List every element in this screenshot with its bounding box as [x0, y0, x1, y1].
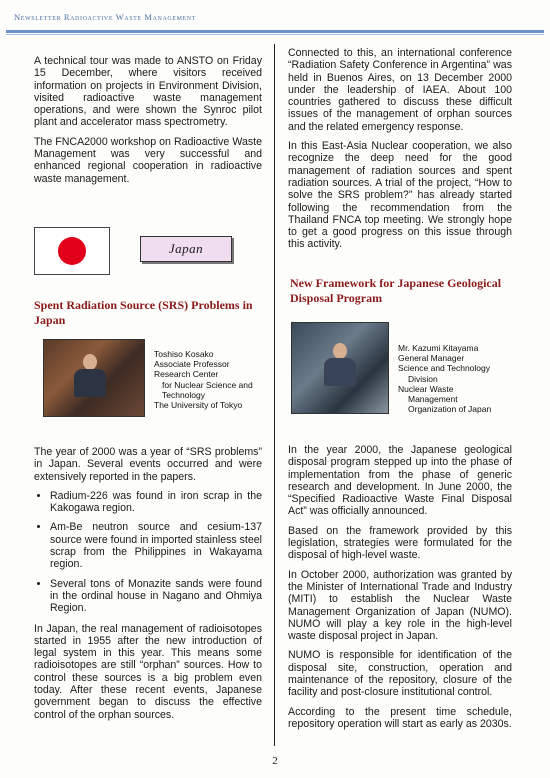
body-paragraph: Connected to this, an international conference “Radiation Safety Conference in Argentina” was held in Buenos Aires, on 13 December 2000 under the leadership of IAEA. About 100 countries gathered to discuss these difficult issues of the management of orphan sources and the related emergency response. — [288, 47, 512, 133]
bullet-item: • Radium-226 was found in iron scrap in the Kakogawa region. — [50, 490, 262, 515]
body-paragraph: The year of 2000 was a year of “SRS problems” in Japan. Several events occurred and were extensively reported in the papers. — [34, 446, 262, 483]
header-rule-thin — [6, 34, 544, 35]
left-intro — [34, 55, 262, 192]
caption-line: Associate Professor — [154, 359, 230, 370]
photo-caption-kosako — [154, 349, 264, 410]
caption-line: Science and Technology — [398, 363, 490, 374]
section-title-srs: Spent Radiation Source (SRS) Problems in Japan — [34, 298, 253, 327]
caption-name: Toshiso Kosako — [154, 349, 214, 359]
right-top — [288, 47, 512, 258]
bullet-item: • Am-Be neutron source and cesium-137 source were found in imported stainless steel scrap from the Philippines in Wakayama region. — [50, 521, 262, 570]
caption-line: Nuclear Waste — [398, 383, 454, 394]
section-title-framework: New Framework for Japanese Geological Disposal Program — [290, 276, 502, 305]
body-paragraph: NUMO is responsible for identification of the disposal site, construction, operation and maintenance of the repository, closure of the facility and post-closure institutional control. — [288, 649, 512, 699]
page-number: 2 — [272, 755, 278, 767]
column-divider — [274, 44, 275, 746]
caption-line: Management — [408, 394, 458, 405]
right-bottom — [288, 444, 512, 737]
newsletter-header: Newsletter Radioactive Waste Management — [14, 12, 196, 22]
intro-paragraph: A technical tour was made to ANSTO on Friday 15 December, where visitors received information on projects in Environment Division, visited radioactive waste management operations, and were shown the Synroc pilot plant and accelerator mass spectrometry. — [34, 55, 262, 129]
header-rule — [6, 30, 544, 33]
caption-name: Mr. Kazumi Kitayama — [398, 343, 479, 353]
caption-line: Division — [408, 373, 438, 384]
bullet-item: • Several tons of Monazite sands were found in the ordinal house in Nagano and Ohmiya Region. — [50, 578, 262, 615]
photo-caption-kitayama — [398, 343, 516, 414]
bullet-list — [34, 490, 262, 615]
body-paragraph: In October 2000, authorization was granted by the Minister of International Trade and Industry (MITI) to establish the Nuclear Waste Management Organization of Japan (NUMO). NUMO will play a key role in the high-level waste disposal project in Japan. — [288, 568, 512, 643]
caption-line: Organization of Japan — [408, 404, 492, 415]
caption-line: Research Center — [154, 369, 219, 380]
flag-sun-icon — [58, 237, 86, 265]
photo-kazumi-kitayama — [291, 322, 389, 414]
caption-line: for Nuclear Science and — [162, 379, 253, 390]
caption-line: General Manager — [398, 353, 465, 364]
caption-line: The University of Tokyo — [154, 400, 243, 411]
japan-flag — [34, 227, 110, 275]
caption-line: Technology — [162, 389, 206, 400]
country-label: Japan — [140, 236, 232, 262]
body-paragraph: Based on the framework provided by this legislation, strategies were formulated for the disposal of high-level waste. — [288, 524, 512, 562]
left-body — [34, 446, 262, 728]
body-paragraph: In the year 2000, the Japanese geological disposal program stepped up into the phase of implementation from the phase of generic research and development. In June 2000, the “Specified Radioactive Waste Final Disposal Act” was officially announced. — [288, 444, 512, 518]
body-paragraph: In this East-Asia Nuclear cooperation, we also recognize the deep need for the good management of radiation sources and spent radiation sources. A trial of the project, “How to solve the SRS problem?” has already started following the recommendation from the Thailand FNCA top meeting. We strongly hope to get a good progress on this issue through this activity. — [288, 140, 512, 251]
photo-toshiso-kosako — [43, 339, 145, 417]
intro-paragraph: The FNCA2000 workshop on Radioactive Waste Management was very successful and enhanced regional cooperation in radioactive waste management. — [34, 135, 262, 185]
body-paragraph: In Japan, the real management of radioisotopes started in 1955 after the new introduction of legal system in this year. This means some radioisotopes are still “orphan” sources. How to control these sources is a big problem even today. After these recent events, Japanese government began to discuss the effective control of the orphan sources. — [34, 622, 262, 721]
body-paragraph: According to the present time schedule, repository operation will start as early as 2030s. — [288, 705, 512, 730]
